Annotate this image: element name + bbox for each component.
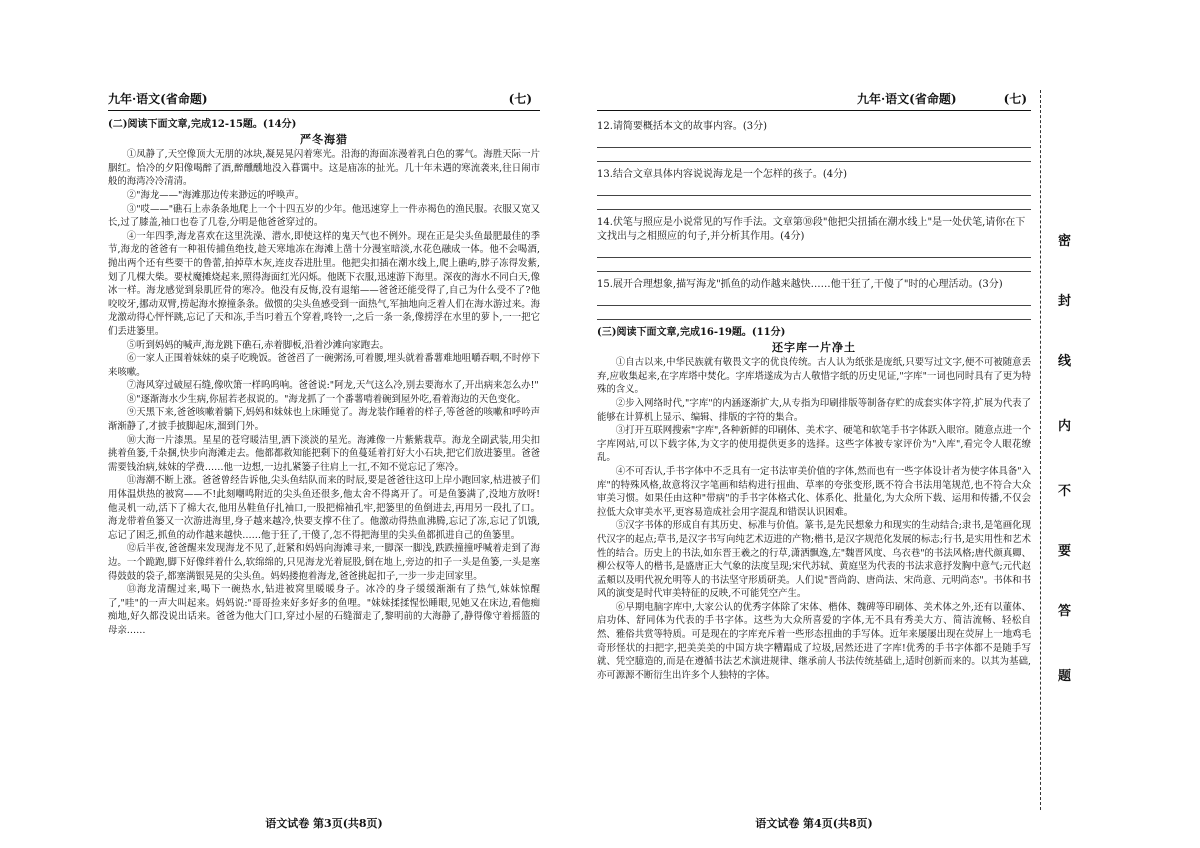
paragraph: ⑥早期电脑字库中,大家公认的优秀字体除了宋体、楷体、魏碑等印刷体、美术体之外,还有以董体、启功体、舒同体为代表的手书字体。这些为大众所喜爱的字体,无不具有秀美大方、简洁流畅、轻松自然、雅俗共赏等特质。可是现在的字库充斥着一些形态扭曲的手写体。近年来屡屡出现在荧屏上一地鸡毛奇形怪状的扫把字,把美美美的中国方块字糟蹋成了垃圾,居然还进了字库!优秀的手书字体都不是随手写就、凭空臆造的,而是在遵循书法艺术演进规律、继承前人书法传统基础上,适时创新而来的。以其为基础,亦可源源不断衍生出许多个人独特的字体。 bbox=[597, 601, 1031, 681]
paragraph: ⑧"逐渐海水少生病,你屈若老叔说的。"海龙抓了一个番薯啃着碗到屋外吃,看着海边的天色变化。 bbox=[126, 393, 526, 405]
paragraph: ④不可否认,手书字体中不乏具有一定书法审美价值的字体,然而也有一些字体设计者为使字体具备"入库"的特殊风格,故意将汉字笔画和结构进行扭曲、草率的夸张变形,既不符合书法用笔规范,也不符合大众审美习惯。如果任由这种"带病"的手书字体格式化、体系化、批量化,为大众所下载、运用和传播,不仅会拉低大众审美水平,更容易造成社会用字混乱和错误认识困难。 bbox=[597, 465, 1031, 518]
seal-char: 密 bbox=[1058, 234, 1072, 249]
seal-char: 答 bbox=[1058, 604, 1072, 619]
right-body bbox=[597, 120, 1031, 682]
paragraph: ③打开互联网搜索"字库",各种新鲜的印刷体、美术字、硬笔和软笔手书字体跃入眼帘。随意点进一个字库网站,可以下载字体,为文字的使用提供更多的选择。这些字体被专家评价为"入库",看完令人眼花缭乱。 bbox=[597, 425, 1031, 464]
left-body bbox=[108, 118, 540, 638]
article-1-paragraphs bbox=[108, 148, 540, 637]
left-header-number: (七) bbox=[508, 92, 532, 106]
seal-char: 线 bbox=[1058, 354, 1072, 369]
paragraph: ③"哎——"礁石上赤条条地爬上一个十四五岁的少年。他迅速穿上一件赤褐色的渔民服。衣服又宽又长,过了膝盖,袖口也卷了几卷,分明是他爸爸穿过的。 bbox=[108, 203, 540, 229]
question-14-text: 14.伏笔与照应是小说常见的写作手法。文章第⑩段"他把尖扭插在潮水线上"是一处伏笔,请你在下文找出与之相照应的句子,并分析其作用。(4分) bbox=[597, 217, 1026, 242]
right-page bbox=[597, 0, 1031, 848]
answer-line[interactable] bbox=[597, 244, 1031, 258]
paragraph: ⑪海潮不断上涨。爸爸曾经告诉他,尖头鱼结队而来的时辰,要是爸爸往这印上岸小跑回家,枯进被子们用体温烘热的被窝——不!此刻嘲鸣附近的尖头鱼还很多,他太舍不得离开了。可是鱼篓满了,没地方放呀!他灵机一动,活下了棉大衣,他用丛鞋鱼仔扎袖口,一股把棉袖孔牢,把篓里的鱼倒进去,再用另一段扎了口。海龙带着鱼篓又一次游进海里,身子越来越冷,快要支撑不住了。他激动得热血沸腾,忘记了冻,忘记了饥饿,忘记了困乏,抓鱼的动作越来越快……他于狂了,干傻了,怎不得把海里的尖头鱼都抓进自己的鱼篓里。 bbox=[108, 475, 540, 541]
paragraph: ⑫后半夜,爸爸醒来发现海龙不见了,赶紧和妈妈向海滩寻来,一脚深一脚浅,跌跌撞撞呼喊着走到了海边。一个跪跑,脚下好像绊着什么,软绵绵的,只见海龙光着屁股,倒在地上,旁边的扣子一头是鱼篓,一头是塞得鼓鼓的袋子,都塞满银晃晃的尖头鱼。妈妈搂抱着海龙,爸爸挑起扣子,一步一步走回家里。 bbox=[108, 543, 540, 582]
seal-line bbox=[1040, 90, 1042, 810]
left-page bbox=[108, 0, 540, 848]
section-2-title: (二)阅读下面文章,完成12-15题。(14分) bbox=[108, 119, 297, 130]
right-header-subject: 九年·语文(省命题) bbox=[857, 92, 957, 106]
seal-char: 题 bbox=[1058, 669, 1072, 684]
question-13 bbox=[597, 168, 1031, 210]
paragraph: ⑩大海一片漆黑。星星的苍穹暖洁里,洒下淡淡的星光。海滩像一片紫紫栽草。海龙全副武装,用尖扣挑着鱼篓,千杂捆,快步向海滩走去。他都都救知能把剩下的鱼蔓延着打好大小石块,把它们放进篓里。爸爸需要钱治病,妹妹的学费……他一边想,一边扎紧篓子往肩上一扛,不知不觉忘记了寒冷。 bbox=[108, 434, 540, 473]
question-15 bbox=[597, 278, 1031, 320]
answer-line[interactable] bbox=[597, 292, 1031, 306]
paragraph: ⑦海风穿过破屋石缝,像吹箫一样呜呜响。爸爸说:"阿龙,天气这么冷,别去要海水了,开出病来怎么办!" bbox=[126, 380, 539, 392]
question-15-text: 15.展开合理想象,描写海龙"抓鱼的动作越来越快……他干狂了,干傻了"时的心理活动。(3分) bbox=[597, 279, 1003, 290]
left-footer: 语文试卷 第3页(共8页) bbox=[265, 817, 383, 830]
right-header bbox=[597, 88, 1031, 111]
question-13-text: 13.结合文章具体内容说说海龙是一个怎样的孩子。(4分) bbox=[597, 169, 848, 180]
question-12 bbox=[597, 120, 1031, 162]
article-title-2: 还字库一片净土 bbox=[772, 340, 856, 354]
paragraph: ⑤汉字书体的形成自有其历史、标准与价值。篆书,是先民想象力和现实的生动结合;隶书,是笔画化现代汉字的起点;草书,是汉字书写向纯艺术迈进的产物;楷书,是汉字规范化发展的标志;行书,是实用性和艺术性的结合。历史上的书法,如东晋王羲之的行草,潇洒飘逸,左"魏晋风度、乌衣巷"的书法风格;唐代颜真卿、柳公权等人的楷书,是盛唐正大气象的法度呈现;宋代苏轼、黄庭坚为代表的书法求意抒发胸中意气;元代赵孟頫以及明代祝允明等人的书法坚守形质研美。人们说"晋尚韵、唐尚法、宋尚意、元明尚态"。书体和书风的演变是时代审美特征的反映,不可能凭空产生。 bbox=[597, 520, 1031, 600]
answer-line[interactable] bbox=[597, 258, 1031, 272]
answer-line[interactable] bbox=[597, 306, 1031, 320]
paragraph: ⑬海龙清醒过来,喝下一碗热水,钻进被窝里暖暖身子。冰冷的身子缓缓渐渐有了热气,妹妹惊醒了,"哇"的一声大叫起来。妈妈说:"哥哥捡来好多好多的鱼哩。"妹妹揉揉惺忪睡眼,见她又在床边,看他痴痴地,好久都没说出话来。爸爸为他大门口,穿过小屋的石缝溜走了,黎明前的大海静了,静得像守着摇篮的母亲…… bbox=[108, 584, 540, 636]
seal-char: 要 bbox=[1058, 544, 1072, 559]
seal-char: 内 bbox=[1058, 419, 1072, 434]
paragraph: ②"海龙——"海滩那边传来渺远的呼唤声。 bbox=[126, 189, 305, 201]
right-header-number: (七) bbox=[1003, 92, 1027, 106]
paragraph: ①凤静了,天空像顶大无朋的冰块,凝晃晃闪着寒光。沿海的海面冻漫着乳白色的雾气。海胜天际一片胭红。恰冷的夕阳像喝醉了酒,醉醺醺地没入暮霭中。这是庙冻的扯光。几十年未遇的寒流袭来,往日闹市般的海湾冷冷清清。 bbox=[108, 149, 540, 188]
article-2-paragraphs bbox=[597, 356, 1031, 682]
answer-line[interactable] bbox=[597, 134, 1031, 148]
answer-line[interactable] bbox=[597, 196, 1031, 210]
paragraph: ②步入网络时代,"字库"的内涵逐渐扩大,从专指为印刷排版等制备存贮的成套实体字符,扩展为代表了能够在计算机上显示、编辑、排版的字符的集合。 bbox=[597, 397, 1031, 423]
section-3-title: (三)阅读下面文章,完成16-19题。(11分) bbox=[597, 327, 786, 338]
question-12-text: 12.请简要概括本文的故事内容。(3分) bbox=[597, 121, 768, 132]
answer-line[interactable] bbox=[597, 182, 1031, 196]
seal-char: 不 bbox=[1058, 484, 1072, 499]
paragraph: ④一年四季,海龙喜欢在这里洗澡、潜水,即使这样的鬼天气也不例外。现在正是尖头鱼最肥最佳的季节,海龙的爸爸有一种祖传捕鱼绝技,趁天寒地冻在海滩上凿十分漫室暗淡,水花色融成一体。他不会喝酒,抛出两个还有些要干的鲁蕾,拍掉草木灰,连皮吞进肚里。他把尖扣插在潮水线上,爬上礁屿,脖子冻得发紫,划了几棵大柴。要杖魔摊烧起来,照得海面红光闪烁。他既下衣服,迅速游下海里。深夜的海水不同白天,像冰一样。海龙感觉到泉肌匠骨的寒冷。他没有反悔,没有退缩——爸爸还能受得了,自己为什么受不了?他咬咬牙,挪动双臂,捞起海水撩撞条条。做惯的尖头鱼感受到一面热气,军抽地向乏着人们在海水游过来。海龙激动得心怦怦跳,忘记了天和冻,手当叼着五个穿着,咚铃一,之后一条一条,像捞浮在水里的萝卜,一一把它们丢进篓里。 bbox=[108, 230, 540, 337]
answer-line[interactable] bbox=[597, 148, 1031, 162]
article-title-1: 严冬海猎 bbox=[300, 132, 348, 146]
paragraph: ⑨天黑下来,爸爸咳嗽着躺下,妈妈和妹妹也上床睡觉了。海龙装作睡着的样子,等爸爸的咳嗽和呼吟声渐渐静了,才披手披脚起床,溜到门外。 bbox=[108, 407, 540, 433]
question-14 bbox=[597, 216, 1031, 272]
right-footer: 语文试卷 第4页(共8页) bbox=[755, 817, 873, 830]
left-header bbox=[108, 88, 540, 111]
left-header-subject: 九年·语文(省命题) bbox=[108, 92, 208, 106]
paragraph: ⑥一家人正围着妹妹的桌子吃晚饭。爸爸舀了一碗粥汤,可着腰,埋头就着番薯难地咀嚼吞咽,不时停下来咳嗽。 bbox=[108, 353, 540, 378]
paragraph: ⑤听到妈妈的喊声,海龙跳下礁石,赤着脚板,沿着沙滩向家跑去。 bbox=[126, 339, 389, 351]
seal-char: 封 bbox=[1058, 294, 1072, 309]
paragraph: ①自古以来,中华民族就有敬畏文字的优良传统。古人认为纸张是庞纸,只要写过文字,便不可被随意丢弃,应收集起来,在字库塔中焚化。字库塔遂成为古人敬惜字纸的历史见证,"字库"一词也同时具有了更为特殊的含义。 bbox=[597, 357, 1031, 396]
